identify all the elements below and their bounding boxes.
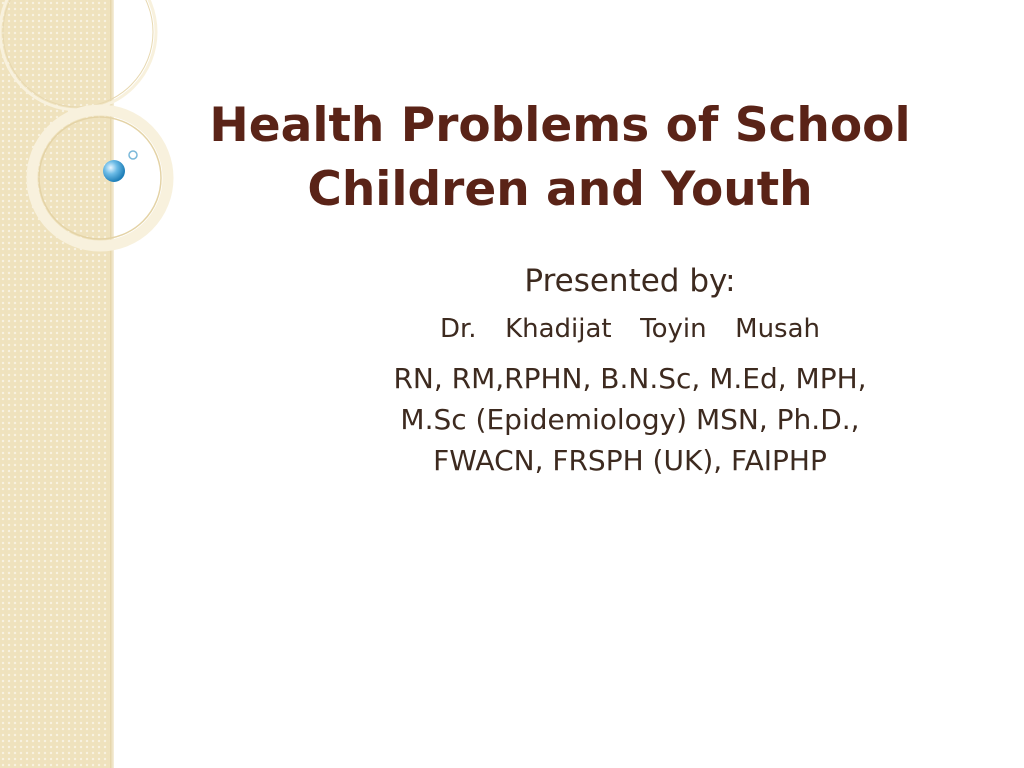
decorative-ring-small-inner xyxy=(39,117,161,239)
presented-by-label: Presented by: xyxy=(524,263,736,299)
blue-orb-icon xyxy=(103,160,125,182)
slide-title-line-1: Health Problems of School xyxy=(209,98,911,153)
credentials-line-2: M.Sc (Epidemiology) MSN, Ph.D., xyxy=(400,403,860,436)
decorative-ring-small xyxy=(32,110,168,246)
decorative-ring-large xyxy=(0,0,156,110)
credentials-line-3: FWACN, FRSPH (UK), FAIPHP xyxy=(433,444,827,477)
slide-subtitle xyxy=(300,258,960,481)
author-credentials xyxy=(300,358,960,481)
author-name: Dr. Khadijat Toyin Musah xyxy=(439,314,821,344)
credentials-line-1: RN, RM,RPHN, B.N.Sc, M.Ed, MPH, xyxy=(393,362,867,395)
slide-title xyxy=(160,94,960,222)
slide-title-line-2: Children and Youth xyxy=(307,162,813,217)
small-circle-icon xyxy=(129,151,137,159)
